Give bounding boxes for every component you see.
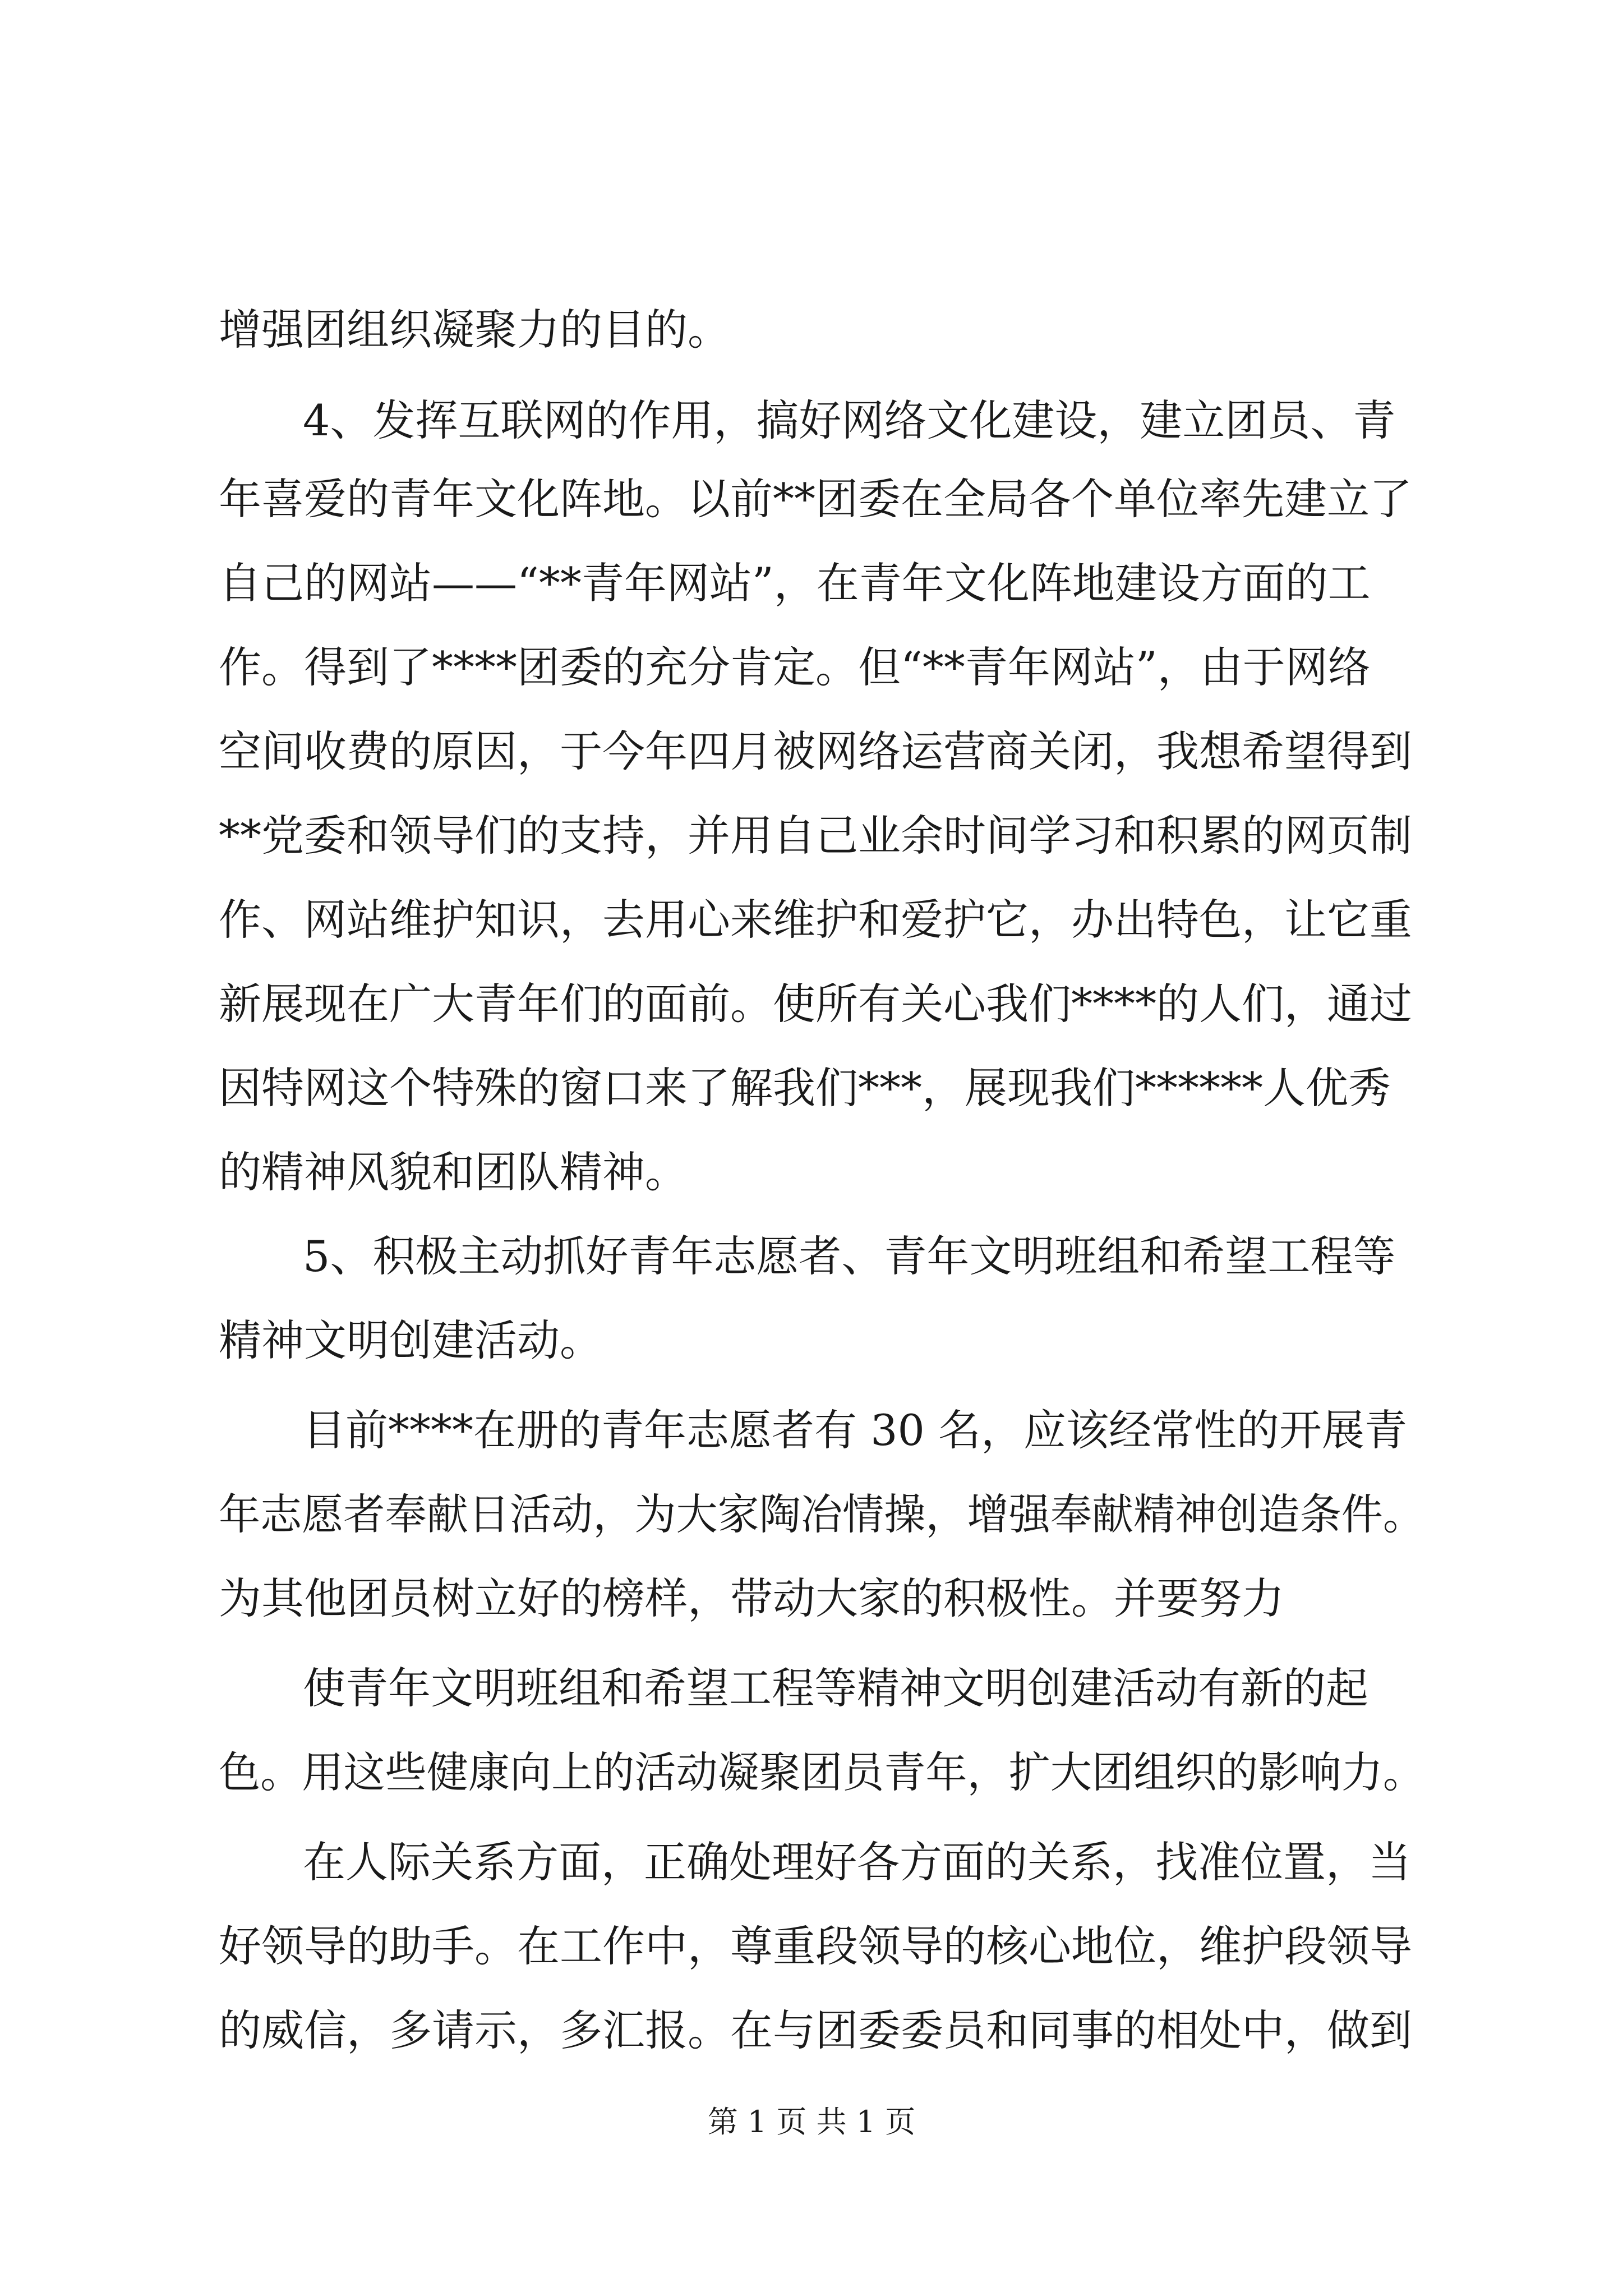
text-line: 自己的网站——“**青年网站”，在青年文化阵地建设方面的工 (219, 558, 1371, 608)
text-line: 5、积极主动抓好青年志愿者、青年文明班组和希望工程等 (303, 1231, 1396, 1281)
text-line: 色。用这些健康向上的活动凝聚团员青年，扩大团组织的影响力。 (219, 1747, 1425, 1797)
page-footer: 第 1 页 共 1 页 (707, 2104, 916, 2139)
text-line: 作。得到了****团委的充分肯定。但“**青年网站”，由于网络 (219, 642, 1371, 692)
text-line: 作、网站维护知识，去用心来维护和爱护它，办出特色，让它重 (219, 895, 1412, 945)
text-line: 的威信，多请示，多汇报。在与团委委员和同事的相处中，做到 (219, 2005, 1412, 2055)
text-line: 年喜爱的青年文化阵地。以前**团委在全局各个单位率先建立了 (219, 474, 1412, 524)
text-line: **党委和领导们的支持，并用自己业余时间学习和积累的网页制 (219, 811, 1412, 861)
text-line: 精神文明创建活动。 (219, 1315, 602, 1365)
text-line: 增强团组织凝聚力的目的。 (219, 305, 730, 355)
text-line: 使青年文明班组和希望工程等精神文明创建活动有新的起 (303, 1663, 1368, 1713)
text-line: 新展现在广大青年们的面前。使所有关心我们****的人们，通过 (219, 979, 1412, 1029)
text-line: 4、发挥互联网的作用，搞好网络文化建设，建立团员、青 (303, 395, 1396, 445)
text-line: 年志愿者奉献日活动，为大家陶冶情操，增强奉献精神创造条件。 (219, 1489, 1425, 1539)
text-line: 为其他团员树立好的榜样，带动大家的积极性。并要努力 (219, 1573, 1284, 1623)
text-line: 空间收费的原因，于今年四月被网络运营商关闭，我想希望得到 (219, 726, 1412, 776)
text-line: 的精神风貌和团队精神。 (219, 1147, 688, 1197)
text-line: 因特网这个特殊的窗口来了解我们***，展现我们******人优秀 (219, 1063, 1391, 1113)
text-line: 好领导的助手。在工作中，尊重段领导的核心地位，维护段领导 (219, 1921, 1412, 1971)
text-line: 目前****在册的青年志愿者有 30 名，应该经常性的开展青 (303, 1405, 1408, 1455)
text-line: 在人际关系方面，正确处理好各方面的关系，找准位置，当 (303, 1837, 1411, 1887)
